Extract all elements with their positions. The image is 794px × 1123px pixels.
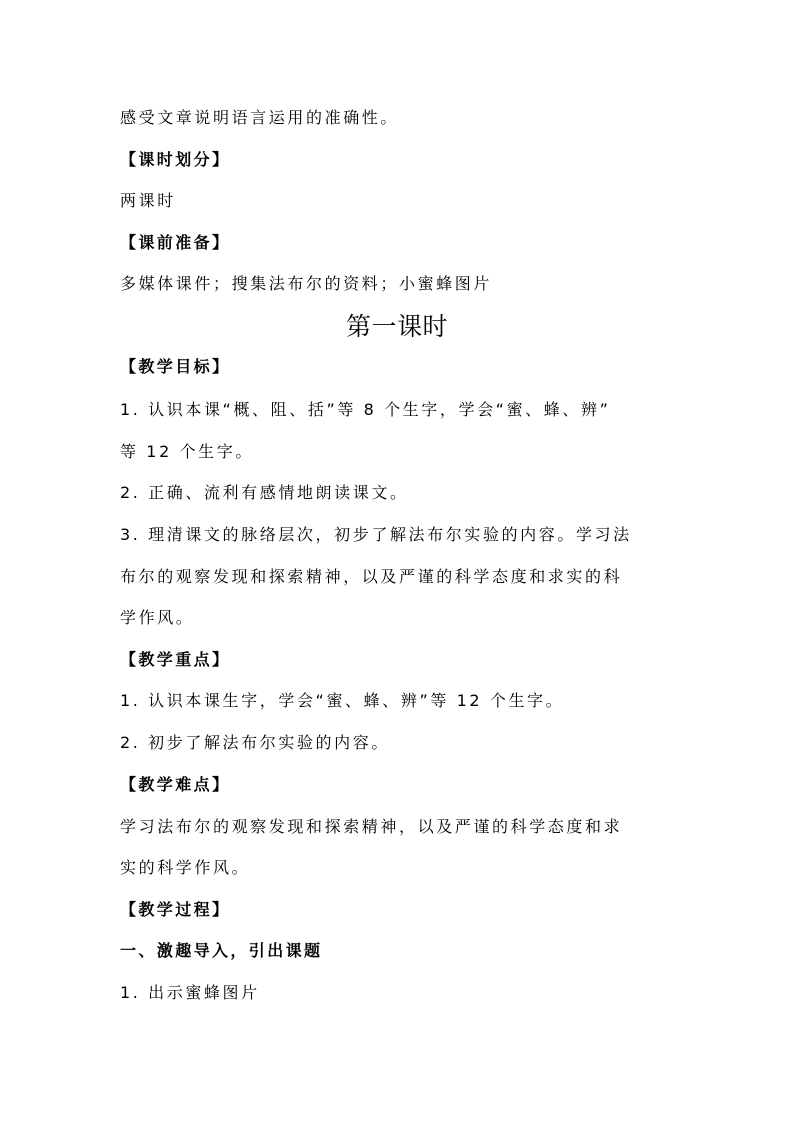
section-heading: 【课时划分】 [120,150,231,169]
text-line: 2. 初步了解法布尔实验的内容。 [120,733,390,752]
section-heading: 【教学过程】 [120,900,231,919]
lesson-title: 第一课时 [345,312,448,341]
text-line: 2. 正确、流利有感情地朗读课文。 [120,483,409,502]
text-line: 多媒体课件；搜集法布尔的资料；小蜜蜂图片 [120,274,493,293]
text-line: 感受文章说明语言运用的准确性。 [120,108,400,127]
text-line: 两课时 [120,191,176,210]
text-line: 学习法布尔的观察发现和探索精神，以及严谨的科学态度和求 [120,817,623,836]
text-line: 1. 认识本课生字，学会“蜜、蜂、辨”等 12 个生字。 [120,691,565,710]
text-line: 布尔的观察发现和探索精神，以及严谨的科学态度和求实的科 [120,567,623,586]
section-heading: 【课前准备】 [120,233,231,252]
text-line: 1. 出示蜜蜂图片 [120,983,260,1002]
text-line: 实的科学作风。 [120,858,251,877]
section-heading: 一、激趣导入，引出课题 [120,941,323,960]
section-heading: 【教学重点】 [120,650,231,669]
text-line: 1. 认识本课“概、阻、括”等 8 个生字，学会“蜜、蜂、辨” [120,400,611,419]
text-line: 学作风。 [120,608,195,627]
text-line: 等 12 个生字。 [120,442,254,461]
section-heading: 【教学难点】 [120,775,231,794]
text-line: 3. 理清课文的脉络层次，初步了解法布尔实验的内容。学习法 [120,525,632,544]
section-heading: 【教学目标】 [120,357,231,376]
